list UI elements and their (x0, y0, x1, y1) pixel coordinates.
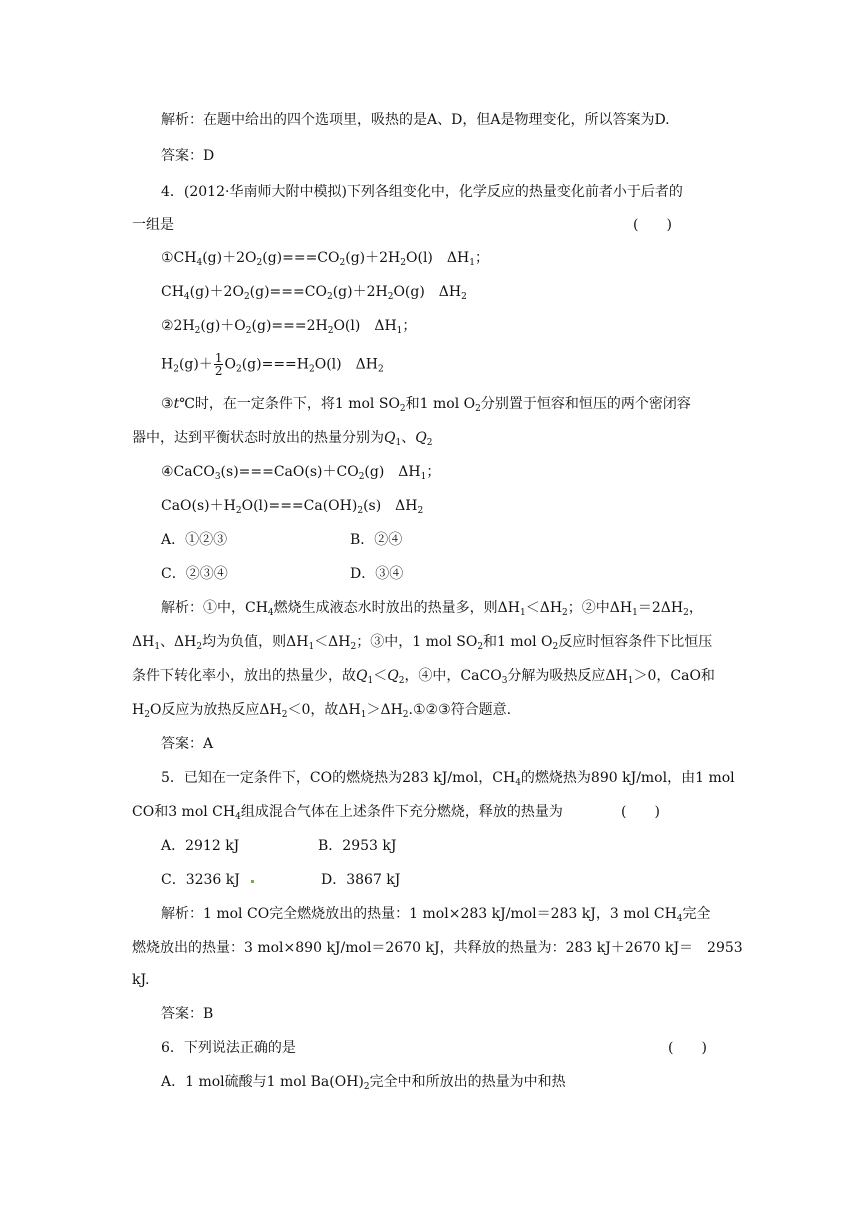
q4-item1-eq1: $①CH_4(g)+2O_2(g)===CO_2(g)+2H_2O(l)$ $\Delta H_1$； (161, 250, 489, 268)
q4-item1-eq2: $CH_4(g)+2O_2(g)===CO_2(g)+2H_2O(g)$ $\Delta H_2$ (161, 284, 467, 302)
q4-item3-line2: 器中，达到平衡状态时放出的热量分别为$Q_1$、$Q_2$ (132, 430, 433, 448)
prev-explanation-line: 解析：在题中给出的四个选项里，吸热的是A、D，但A是物理变化，所以答案为D. (161, 112, 670, 128)
prev-answer: 答案：D (161, 148, 215, 164)
q6-stem: 6．下列说法正确的是 (161, 1040, 296, 1056)
q4-item2-eq2: $H_2(g)+$ $\frac{1}{2}$ $O_2(g)===H_2O(l)$ $\Delta H_2$ (161, 351, 384, 378)
q4-option-b: B．②④ (350, 532, 403, 548)
q5-explanation-line1: 解析：1 mol CO完全燃烧放出的热量：1 mol×283 kJ/mol＝283 kJ，3 mol $CH_4$完全 (161, 906, 711, 924)
q4-option-c: C．②③④ (161, 566, 228, 582)
q5-option-d: D．3867 kJ (321, 872, 401, 888)
q5-option-a: A．2912 kJ (161, 838, 240, 854)
q4-answer: 答案：A (161, 736, 214, 752)
q4-option-d: D．③④ (350, 566, 404, 582)
q4-explanation-line1: 解析：①中，$CH_4$燃烧生成液态水时放出的热量多，则$\Delta H_1<\Delta H_2$；②中$\Delta H_1=2\Delta H_2$， (161, 600, 703, 618)
q5-explanation-line2: 燃烧放出的热量：3 mol×890 kJ/mol＝2670 kJ，共释放的热量为：283 kJ＋2670 kJ＝ 2953 (132, 940, 743, 956)
q4-item2-eq1: $②2H_2(g)+O_2(g)===2H_2O(l)$ $\Delta H_1$； (161, 318, 417, 336)
q4-stem-line2: 一组是 (132, 217, 174, 233)
q5-stem-line1: 5．已知在一定条件下，CO的燃烧热为283 kJ/mol，$CH_4$的燃烧热为890 kJ/mol，由1 mol (161, 770, 735, 788)
q4-answer-blank: ( ) (633, 217, 672, 233)
q4-stem-line1: 4．(2012·华南师大附中模拟)下列各组变化中，化学反应的热量变化前者小于后者的 (161, 184, 683, 200)
q4-item4-eq1: $④CaCO_3(s)===CaO(s)+CO_2(g)$ $\Delta H_1$； (161, 464, 441, 482)
q5-option-b: B．2953 kJ (318, 838, 397, 854)
q4-item4-eq2: $CaO(s)+H_2O(l)===Ca(OH)_2(s)$ $\Delta H_2$ (161, 498, 424, 516)
q4-explanation-line3: 条件下转化率小，放出的热量少，故$Q_1<Q_2$，④中，CaCO$_3$分解为吸热反应$\Delta H_1>0$，CaO和 (132, 668, 715, 686)
q6-option-a: A．1 mol硫酸与1 mol $Ba(OH)_2$完全中和所放出的热量为中和热 (161, 1074, 566, 1092)
q5-answer-blank: ( ) (621, 804, 660, 820)
q4-explanation-line2: $\Delta H_1$、$\Delta H_2$均为负值，则$\Delta H_1<\Delta H_2$；③中，1 mol $SO_2$和1 mol $O_2$反应时恒容条件下比恒压 (132, 634, 713, 652)
q4-explanation-line4: $H_2O$反应为放热反应$\Delta H_2<0$，故$\Delta H_1>\Delta H_2.①②③$符合题意. (132, 702, 512, 720)
q5-answer: 答案：B (161, 1006, 214, 1022)
q5-option-c: C．3236 kJ (161, 872, 240, 888)
q5-explanation-line3: kJ. (132, 972, 150, 988)
stray-mark (251, 880, 254, 883)
q6-answer-blank: ( ) (668, 1040, 707, 1056)
q4-option-a: A．①②③ (161, 532, 228, 548)
one-half-fraction: $\frac{1}{2}$ (214, 351, 223, 378)
q4-item3-line1: ③t℃时，在一定条件下，将1 mol $SO_2$和1 mol $O_2$分别置于恒容和恒压的两个密闭容 (161, 396, 691, 414)
q5-stem-line2: CO和3 mol $CH_4$组成混合气体在上述条件下充分燃烧，释放的热量为 (132, 804, 563, 822)
